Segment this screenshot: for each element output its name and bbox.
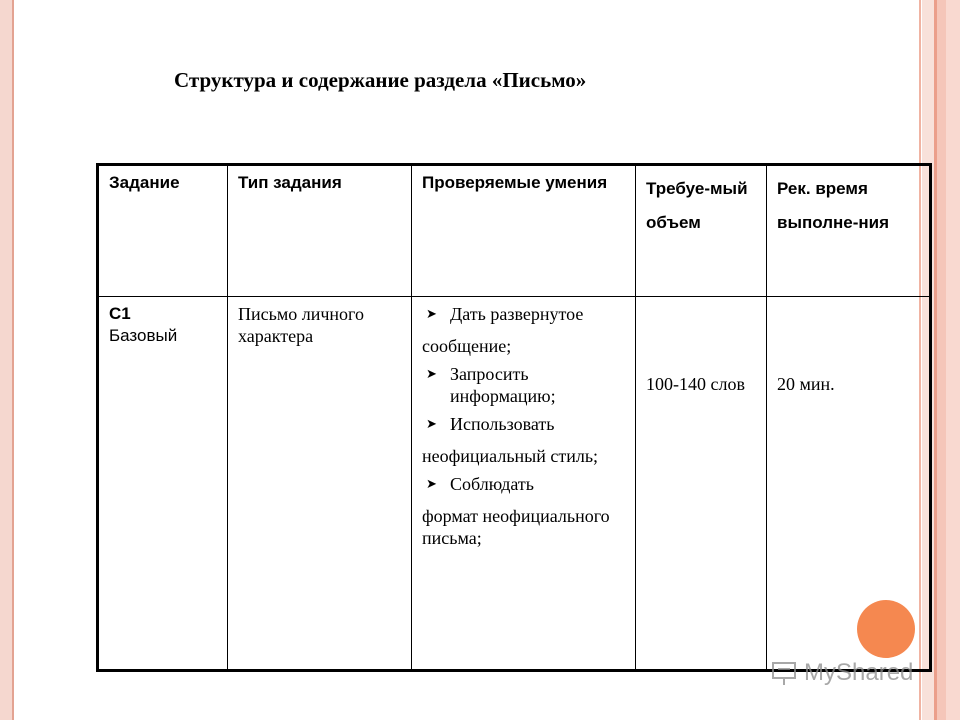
volume-value: 100-140 слов	[646, 374, 745, 394]
decorative-circle	[857, 600, 915, 658]
header-time: Рек. время выполне-ния	[767, 165, 931, 297]
header-task-type: Тип задания	[228, 165, 412, 297]
table-row	[98, 297, 931, 671]
skill-item	[422, 413, 627, 435]
task-code: С1	[109, 304, 131, 323]
arrow-bullet-icon: ➤	[426, 416, 437, 431]
task-level: Базовый	[109, 326, 178, 345]
skill-continuation: неофициальный стиль;	[422, 446, 599, 466]
arrow-bullet-icon: ➤	[426, 366, 437, 381]
cell-skills	[412, 297, 636, 671]
skill-item	[422, 303, 627, 325]
skill-continuation: сообщение;	[422, 336, 512, 356]
watermark-logo	[770, 657, 930, 687]
header-skills: Проверяемые умения	[412, 165, 636, 297]
watermark-text: MyShared	[804, 659, 914, 686]
time-value: 20 мин.	[777, 374, 835, 394]
header-task: Задание	[98, 165, 228, 297]
slide-title: Структура и содержание раздела «Письмо»	[174, 68, 587, 92]
arrow-bullet-icon: ➤	[426, 476, 437, 491]
right-stripe	[946, 0, 960, 720]
task-type: Письмо личного характера	[238, 304, 364, 346]
left-border-line	[12, 0, 14, 720]
cell-task-type	[228, 297, 412, 671]
skill-item	[422, 473, 627, 495]
skill-continuation: формат неофициального письма;	[422, 506, 610, 548]
arrow-bullet-icon: ➤	[426, 306, 437, 321]
right-stripe	[937, 0, 946, 720]
table-header-row	[98, 165, 931, 297]
skill-item	[422, 363, 627, 407]
skill-lead: Соблюдать	[450, 474, 534, 494]
header-volume: Требуе-мый объем	[636, 165, 767, 297]
cell-task	[98, 297, 228, 671]
structure-table	[96, 163, 932, 672]
cell-volume	[636, 297, 767, 671]
skill-lead: Дать развернутое	[450, 304, 584, 324]
skill-lead: Использовать	[450, 414, 555, 434]
skill-lead: Запросить информацию;	[450, 364, 556, 406]
presentation-board-icon	[770, 657, 800, 687]
